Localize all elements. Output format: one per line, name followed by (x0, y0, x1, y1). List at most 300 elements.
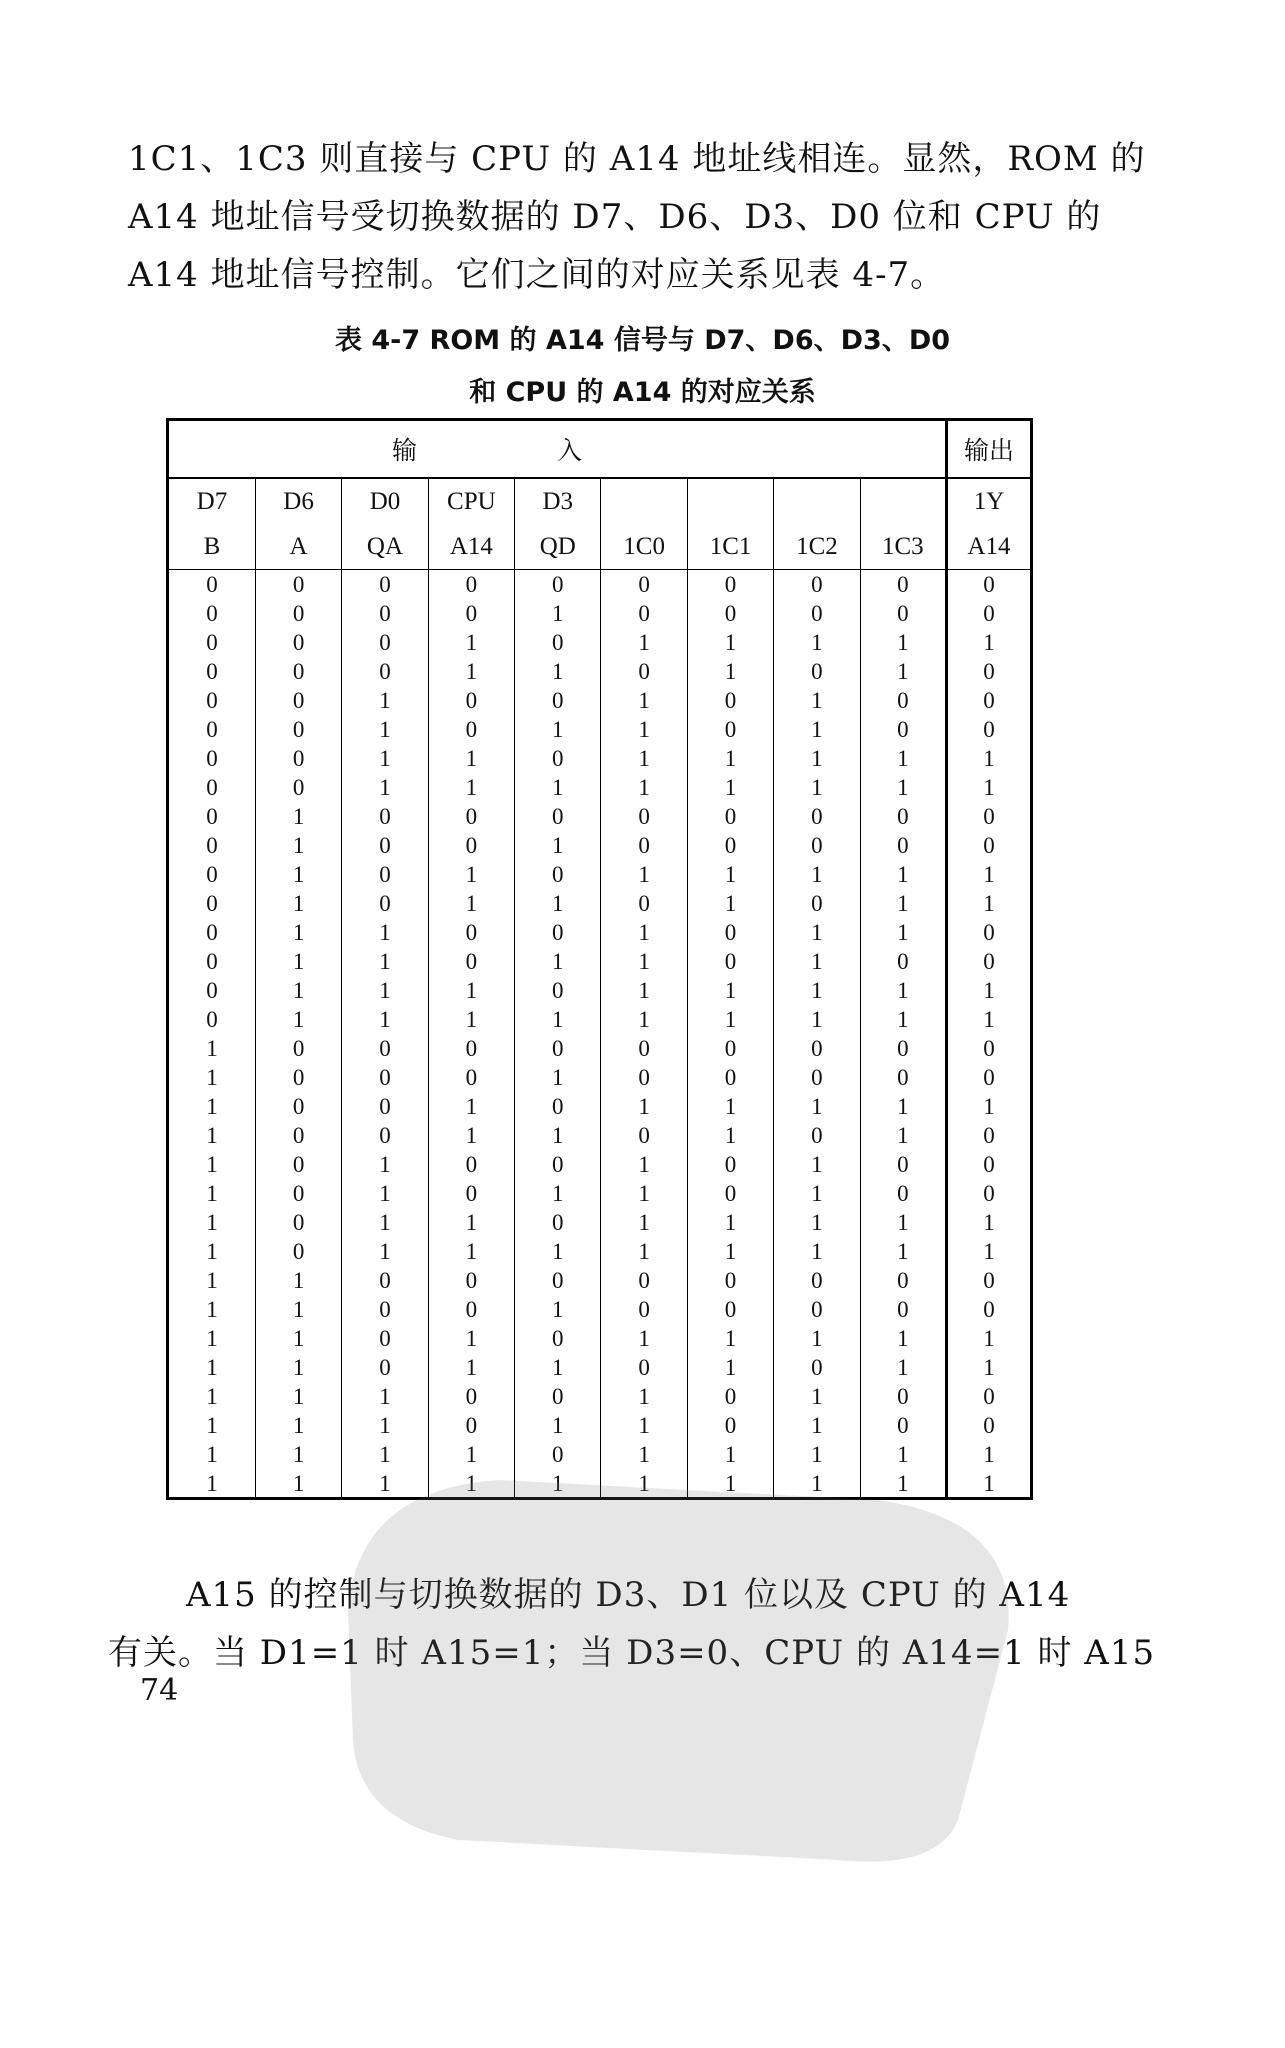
table-cell: 0 (601, 1353, 687, 1382)
table-cell: 0 (515, 686, 601, 715)
table-cell: 0 (255, 744, 341, 773)
table-cell: 1 (687, 860, 773, 889)
table-cell: 1 (428, 1005, 514, 1034)
table-cell: 1 (947, 1005, 1030, 1034)
table-cell: 1 (860, 1237, 946, 1266)
table-cell: 1 (342, 918, 428, 947)
table-cell: 0 (515, 802, 601, 831)
column-header-top (601, 478, 687, 525)
table-cell: 0 (428, 599, 514, 628)
table-cell: 1 (947, 1469, 1030, 1498)
table-row (169, 1469, 1030, 1498)
table-cell: 1 (255, 1440, 341, 1469)
table-cell: 1 (428, 860, 514, 889)
table-row (169, 976, 1030, 1005)
table-cell: 1 (206, 1036, 218, 1061)
table-cell: 0 (601, 1034, 687, 1063)
table-cell: 0 (255, 628, 341, 657)
column-header-top: D7 (196, 488, 228, 515)
table-cell: 1 (774, 1411, 860, 1440)
table-cell: 1 (515, 1353, 601, 1382)
table-cell: 1 (947, 1353, 1030, 1382)
table-cell: 0 (255, 1150, 341, 1179)
table-cell: 0 (342, 1121, 428, 1150)
table-cell: 0 (860, 1411, 946, 1440)
table-row (169, 715, 1030, 744)
column-header-bottom: B (169, 525, 255, 570)
table-cell: 0 (206, 920, 218, 945)
table-cell: 1 (428, 976, 514, 1005)
table-cell: 0 (342, 599, 428, 628)
table-cell: 1 (206, 1210, 218, 1235)
table-cell: 1 (255, 1295, 341, 1324)
table-cell: 0 (947, 831, 1030, 860)
truth-table (169, 421, 1030, 1498)
table-cell: 1 (206, 1413, 218, 1438)
table-cell: 0 (687, 570, 773, 600)
table-cell: 1 (601, 1005, 687, 1034)
table-cell: 1 (860, 1469, 946, 1498)
table-cell: 1 (687, 1208, 773, 1237)
table-cell: 0 (687, 1266, 773, 1295)
table-cell: 1 (860, 1440, 946, 1469)
table-row (169, 1295, 1030, 1324)
table-cell: 0 (428, 1034, 514, 1063)
input-group-header: 输入 (169, 421, 947, 478)
table-cell: 0 (206, 949, 218, 974)
table-cell: 0 (860, 1150, 946, 1179)
intro-line: A14 地址信号受切换数据的 D7、D6、D3、D0 位和 CPU 的 (128, 197, 1102, 237)
table-cell: 0 (515, 1150, 601, 1179)
table-cell: 1 (255, 1382, 341, 1411)
table-cell: 1 (687, 1469, 773, 1498)
table-cell: 0 (342, 1063, 428, 1092)
table-cell: 0 (428, 918, 514, 947)
table-cell: 1 (860, 918, 946, 947)
column-header-bottom: 1C1 (687, 525, 773, 570)
page-number: 74 (140, 1673, 179, 1708)
table-cell: 1 (428, 1324, 514, 1353)
table-cell: 1 (206, 1355, 218, 1380)
table-cell: 0 (687, 802, 773, 831)
table-cell: 1 (515, 1237, 601, 1266)
table-cell: 0 (601, 1295, 687, 1324)
table-cell: 0 (206, 659, 218, 684)
table-row (169, 1266, 1030, 1295)
table-row (169, 1121, 1030, 1150)
table-cell: 1 (687, 1092, 773, 1121)
table-cell: 0 (860, 570, 946, 600)
table-cell: 1 (774, 1179, 860, 1208)
table-row (169, 889, 1030, 918)
table-cell: 1 (947, 976, 1030, 1005)
table-cell: 1 (774, 1469, 860, 1498)
table-cell: 1 (860, 1121, 946, 1150)
table-cell: 0 (515, 1208, 601, 1237)
table-cell: 1 (255, 918, 341, 947)
table-cell: 1 (947, 1440, 1030, 1469)
column-header-top (860, 478, 946, 525)
table-cell: 1 (774, 686, 860, 715)
table-cell: 0 (860, 1034, 946, 1063)
table-cell: 0 (428, 947, 514, 976)
table-cell: 0 (206, 630, 218, 655)
column-header-bottom: A14 (428, 525, 514, 570)
table-cell: 1 (428, 744, 514, 773)
table-cell: 1 (342, 773, 428, 802)
table-cell: 1 (601, 1237, 687, 1266)
table-cell: 1 (206, 1268, 218, 1293)
table-cell: 0 (601, 889, 687, 918)
table-cell: 0 (342, 657, 428, 686)
table-cell: 0 (687, 599, 773, 628)
table-cell: 1 (206, 1297, 218, 1322)
table-cell: 0 (206, 601, 218, 626)
table-row (169, 1440, 1030, 1469)
table-cell: 1 (601, 715, 687, 744)
table-cell: 1 (515, 1295, 601, 1324)
table-cell: 0 (255, 1179, 341, 1208)
table-cell: 1 (860, 1324, 946, 1353)
table-cell: 0 (255, 599, 341, 628)
table-cell: 0 (206, 1007, 218, 1032)
table-cell: 0 (255, 1121, 341, 1150)
table-cell: 0 (206, 746, 218, 771)
table-cell: 0 (860, 1295, 946, 1324)
table-cell: 1 (428, 657, 514, 686)
table-cell: 0 (860, 802, 946, 831)
table-cell: 1 (860, 1092, 946, 1121)
table-cell: 1 (774, 628, 860, 657)
table-cell: 1 (774, 1092, 860, 1121)
table-cell: 0 (687, 1179, 773, 1208)
table-row (169, 1179, 1030, 1208)
table-cell: 0 (774, 1121, 860, 1150)
table-cell: 1 (515, 773, 601, 802)
column-header-top (687, 478, 773, 525)
table-cell: 1 (601, 773, 687, 802)
column-header-bottom: 1C0 (601, 525, 687, 570)
table-cell: 1 (515, 715, 601, 744)
column-header-top (774, 478, 860, 525)
table-cell: 0 (601, 1266, 687, 1295)
table-cell: 0 (342, 570, 428, 600)
table-cell: 1 (342, 1411, 428, 1440)
table-cell: 0 (255, 1237, 341, 1266)
table-cell: 1 (428, 1353, 514, 1382)
table-cell: 0 (342, 860, 428, 889)
table-cell: 1 (515, 1005, 601, 1034)
outro-line: A15 的控制与切换数据的 D3、D1 位以及 CPU 的 A14 (186, 1575, 1071, 1615)
table-cell: 0 (774, 889, 860, 918)
column-header-bottom: A14 (947, 525, 1030, 570)
table-cell: 1 (687, 1005, 773, 1034)
table-cell: 0 (687, 1063, 773, 1092)
table-cell: 0 (860, 1179, 946, 1208)
table-cell: 1 (206, 1094, 218, 1119)
table-cell: 0 (947, 1382, 1030, 1411)
table-cell: 1 (342, 715, 428, 744)
table-cell: 1 (206, 1152, 218, 1177)
table-cell: 0 (206, 688, 218, 713)
table-cell: 1 (947, 1324, 1030, 1353)
table-cell: 1 (601, 976, 687, 1005)
table-cell: 1 (601, 1440, 687, 1469)
column-header-top: D6 (255, 478, 341, 525)
table-cell: 0 (947, 918, 1030, 947)
table-cell: 0 (947, 802, 1030, 831)
table-cell: 1 (774, 1324, 860, 1353)
intro-line: A14 地址信号控制。它们之间的对应关系见表 4-7。 (128, 255, 946, 295)
table-cell: 0 (774, 599, 860, 628)
table-cell: 0 (774, 802, 860, 831)
output-group-header: 输出 (947, 421, 1030, 478)
table-cell: 1 (206, 1471, 218, 1496)
table-cell: 0 (687, 1034, 773, 1063)
table-cell: 0 (255, 1063, 341, 1092)
table-cell: 0 (601, 599, 687, 628)
table-cell: 0 (342, 1266, 428, 1295)
table-cell: 0 (515, 918, 601, 947)
table-cell: 1 (860, 976, 946, 1005)
column-header-top: CPU (428, 478, 514, 525)
table-cell: 0 (947, 1150, 1030, 1179)
table-cell: 0 (687, 1150, 773, 1179)
intro-paragraph (128, 130, 1146, 304)
table-cell: 0 (860, 1063, 946, 1092)
table-cell: 0 (342, 889, 428, 918)
table-cell: 1 (774, 1440, 860, 1469)
table-cell: 0 (687, 831, 773, 860)
table-cell: 1 (206, 1326, 218, 1351)
table-cell: 0 (515, 628, 601, 657)
table-cell: 1 (860, 1353, 946, 1382)
table-cell: 0 (428, 831, 514, 860)
intro-line: 1C1、1C3 则直接与 CPU 的 A14 地址线相连。显然，ROM 的 (128, 139, 1146, 179)
table-cell: 1 (428, 1440, 514, 1469)
table-cell: 0 (515, 1092, 601, 1121)
table-cell: 1 (687, 1324, 773, 1353)
table-cell: 1 (255, 889, 341, 918)
table-cell: 1 (774, 1150, 860, 1179)
table-cell: 0 (342, 1092, 428, 1121)
table-cell: 0 (774, 1353, 860, 1382)
table-cell: 1 (947, 1208, 1030, 1237)
table-cell: 0 (947, 570, 1030, 600)
table-cell: 1 (255, 1353, 341, 1382)
table-cell: 0 (860, 599, 946, 628)
table-cell: 0 (515, 1324, 601, 1353)
table-row (169, 599, 1030, 628)
table-cell: 0 (947, 1411, 1030, 1440)
table-cell: 0 (342, 1353, 428, 1382)
table-cell: 0 (947, 1295, 1030, 1324)
table-cell: 1 (515, 1179, 601, 1208)
table-cell: 1 (687, 1353, 773, 1382)
table-cell: 1 (255, 1469, 341, 1498)
table-cell: 0 (206, 833, 218, 858)
column-header-bottom: QA (342, 525, 428, 570)
table-cell: 1 (428, 1092, 514, 1121)
table-cell: 1 (774, 1005, 860, 1034)
table-cell: 1 (255, 947, 341, 976)
table-cell: 0 (428, 715, 514, 744)
table-cell: 0 (206, 572, 218, 597)
table-cell: 1 (860, 1208, 946, 1237)
table-cell: 1 (428, 1121, 514, 1150)
table-row (169, 686, 1030, 715)
table-cell: 1 (255, 1411, 341, 1440)
table-cell: 0 (947, 947, 1030, 976)
table-cell: 1 (601, 1469, 687, 1498)
table-cell: 1 (342, 1469, 428, 1498)
table-cell: 0 (428, 1382, 514, 1411)
table-cell: 0 (255, 1208, 341, 1237)
table-cell: 0 (206, 862, 218, 887)
table-cell: 1 (947, 860, 1030, 889)
table-cell: 1 (342, 686, 428, 715)
table-cell: 0 (774, 657, 860, 686)
table-cell: 1 (255, 831, 341, 860)
table-cell: 1 (206, 1123, 218, 1148)
table-cell: 0 (860, 686, 946, 715)
table-cell: 1 (342, 1208, 428, 1237)
table-cell: 0 (342, 1324, 428, 1353)
table-cell: 0 (428, 1179, 514, 1208)
column-header-top: D0 (342, 478, 428, 525)
table-cell: 1 (601, 744, 687, 773)
table-cell: 1 (515, 657, 601, 686)
table-cell: 0 (860, 1382, 946, 1411)
table-cell: 1 (428, 1469, 514, 1498)
table-cell: 0 (947, 1179, 1030, 1208)
table-cell: 0 (428, 802, 514, 831)
table-cell: 1 (687, 1440, 773, 1469)
table-cell: 0 (206, 717, 218, 742)
table-cell: 1 (601, 1208, 687, 1237)
table-cell: 1 (515, 831, 601, 860)
table-cell: 1 (428, 889, 514, 918)
table-cell: 0 (342, 802, 428, 831)
table-cell: 1 (255, 976, 341, 1005)
table-cell: 1 (206, 1065, 218, 1090)
table-cell: 0 (601, 570, 687, 600)
table-cell: 1 (342, 947, 428, 976)
table-cell: 0 (515, 1382, 601, 1411)
table-cell: 0 (687, 1382, 773, 1411)
table-cell: 1 (601, 1179, 687, 1208)
table-cell: 1 (428, 1208, 514, 1237)
table-cell: 1 (601, 686, 687, 715)
table-cell: 0 (774, 1295, 860, 1324)
table-row (169, 570, 1030, 600)
table-cell: 0 (428, 1150, 514, 1179)
table-cell: 1 (774, 1382, 860, 1411)
table-row (169, 628, 1030, 657)
table-cell: 1 (687, 628, 773, 657)
table-row (169, 1237, 1030, 1266)
table-cell: 0 (255, 1092, 341, 1121)
table-cell: 0 (860, 831, 946, 860)
table-cell: 1 (342, 1179, 428, 1208)
table-row (169, 744, 1030, 773)
column-header-bottom: QD (515, 525, 601, 570)
table-cell: 1 (860, 657, 946, 686)
table-cell: 0 (947, 599, 1030, 628)
table-cell: 0 (515, 744, 601, 773)
table-cell: 1 (687, 1121, 773, 1150)
table-cell: 0 (342, 628, 428, 657)
table-cell: 0 (687, 918, 773, 947)
table-cell: 1 (947, 1092, 1030, 1121)
table-row (169, 1411, 1030, 1440)
table-cell: 1 (774, 773, 860, 802)
table-cell: 1 (342, 1237, 428, 1266)
table-cell: 1 (601, 628, 687, 657)
table-cell: 1 (342, 976, 428, 1005)
table-cell: 1 (860, 860, 946, 889)
table-cell: 0 (687, 715, 773, 744)
table-cell: 0 (687, 1295, 773, 1324)
table-cell: 0 (428, 1411, 514, 1440)
table-row (169, 1034, 1030, 1063)
table-cell: 0 (255, 570, 341, 600)
table-row (169, 1382, 1030, 1411)
table-cell: 1 (947, 889, 1030, 918)
table-cell: 1 (255, 1266, 341, 1295)
table-row (169, 1092, 1030, 1121)
table-cell: 1 (255, 1005, 341, 1034)
table-cell: 1 (601, 1382, 687, 1411)
table-row (169, 831, 1030, 860)
table-cell: 1 (428, 1237, 514, 1266)
column-header-top: 1Y (947, 478, 1030, 525)
table-cell: 0 (428, 1295, 514, 1324)
table-cell: 0 (687, 1411, 773, 1440)
table-cell: 0 (947, 1034, 1030, 1063)
table-cell: 1 (601, 1150, 687, 1179)
table-cell: 1 (860, 1005, 946, 1034)
table-cell: 1 (774, 744, 860, 773)
table-cell: 0 (255, 715, 341, 744)
table-cell: 0 (255, 657, 341, 686)
table-cell: 1 (515, 599, 601, 628)
table-cell: 0 (947, 715, 1030, 744)
table-cell: 1 (774, 860, 860, 889)
table-cell: 0 (515, 570, 601, 600)
table-cell: 1 (601, 1092, 687, 1121)
table-cell: 1 (947, 628, 1030, 657)
outro-paragraph (108, 1566, 1156, 1682)
table-cell: 1 (601, 1324, 687, 1353)
table-cell: 0 (515, 976, 601, 1005)
table-cell: 0 (206, 978, 218, 1003)
table-cell: 0 (206, 775, 218, 800)
table-cell: 0 (342, 1295, 428, 1324)
table-cell: 0 (255, 773, 341, 802)
table-cell: 1 (515, 1411, 601, 1440)
table-cell: 0 (206, 804, 218, 829)
table-cell: 1 (515, 947, 601, 976)
table-cell: 0 (206, 891, 218, 916)
table-cell: 0 (601, 802, 687, 831)
table-cell: 0 (860, 1266, 946, 1295)
table-row (169, 1005, 1030, 1034)
table-cell: 0 (687, 686, 773, 715)
table-cell: 0 (601, 831, 687, 860)
column-header-bottom: 1C2 (774, 525, 860, 570)
table-cell: 0 (774, 831, 860, 860)
